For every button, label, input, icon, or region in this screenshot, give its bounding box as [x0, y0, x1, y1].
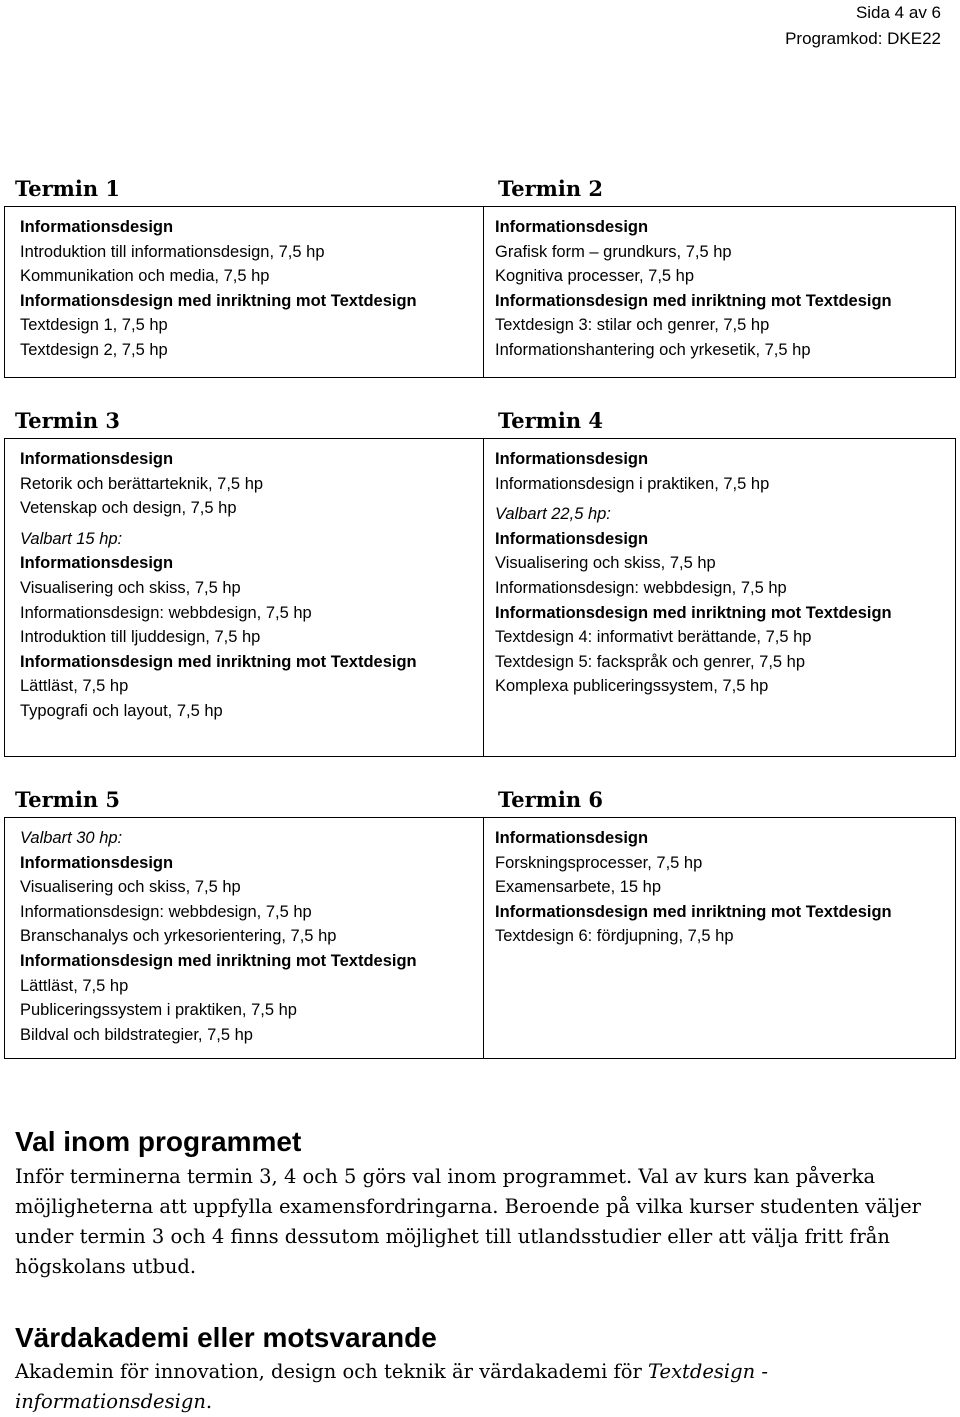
course-item: Lättläst, 7,5 hp	[20, 976, 129, 995]
course-item: Kognitiva processer, 7,5 hp	[495, 267, 695, 286]
course-item: Informationsdesign i praktiken, 7,5 hp	[495, 474, 770, 493]
term-3-heading: Termin 3	[15, 408, 121, 433]
course-item: Textdesign 6: fördjupning, 7,5 hp	[495, 927, 734, 946]
course-item: Publiceringssystem i praktiken, 7,5 hp	[20, 1001, 297, 1020]
program-group-heading: Informationsdesign	[495, 450, 649, 468]
section-vard-program-name: Textdesign - informationsdesign	[15, 1360, 768, 1413]
course-item: Textdesign 5: fackspråk och genrer, 7,5 hp	[495, 652, 806, 671]
course-item: Textdesign 1, 7,5 hp	[20, 316, 168, 335]
program-group-heading: Informationsdesign med inriktning mot Textdesign	[495, 291, 892, 310]
course-item: Bildval och bildstrategier, 7,5 hp	[20, 1025, 253, 1044]
course-item: Informationsdesign: webbdesign, 7,5 hp	[20, 902, 312, 921]
course-item: Branschanalys och yrkesorientering, 7,5 hp	[20, 927, 337, 946]
elective-label: Valbart 15 hp:	[20, 529, 123, 548]
term-2-heading: Termin 2	[498, 176, 604, 201]
page-number: Sida 4 av 6	[855, 3, 941, 22]
course-item: Visualisering och skiss, 7,5 hp	[20, 878, 241, 897]
program-code: Programkod: DKE22	[785, 29, 941, 48]
elective-label: Valbart 30 hp:	[20, 829, 123, 847]
section-vard-text-start: Akademin för innovation, design och teknik är värdakademi för	[15, 1360, 649, 1383]
section-vard-heading: Värdakademi eller motsvarande	[15, 1322, 437, 1353]
course-item: Visualisering och skiss, 7,5 hp	[20, 578, 241, 597]
term-1-2-table	[4, 206, 956, 378]
elective-label: Valbart 22,5 hp:	[495, 505, 611, 524]
term-4-heading: Termin 4	[498, 408, 604, 433]
term-3-4-table	[4, 438, 956, 757]
term-5-6-table	[4, 817, 956, 1059]
term-6-heading: Termin 6	[498, 787, 604, 812]
course-item: Retorik och berättarteknik, 7,5 hp	[20, 474, 264, 493]
course-item: Textdesign 3: stilar och genrer, 7,5 hp	[495, 316, 770, 335]
course-item: Kommunikation och media, 7,5 hp	[20, 267, 270, 286]
program-group-heading: Informationsdesign	[495, 218, 649, 236]
section-val-heading: Val inom programmet	[15, 1126, 302, 1157]
course-item: Introduktion till informationsdesign, 7,5 hp	[20, 242, 325, 261]
course-item: Introduktion till ljuddesign, 7,5 hp	[20, 628, 261, 647]
course-item: Textdesign 2, 7,5 hp	[20, 340, 168, 359]
course-item: Lättläst, 7,5 hp	[20, 677, 129, 696]
course-item: Textdesign 4: informativt berättande, 7,5 hp	[495, 628, 812, 647]
course-item: Examensarbete, 15 hp	[495, 878, 662, 897]
program-group-heading: Informationsdesign med inriktning mot Textdesign	[20, 652, 417, 671]
course-item: Vetenskap och design, 7,5 hp	[20, 499, 237, 518]
course-item: Visualisering och skiss, 7,5 hp	[495, 554, 716, 573]
term-3-courses	[5, 439, 484, 756]
program-group-heading: Informationsdesign med inriktning mot Textdesign	[20, 291, 417, 310]
section-vard-text-end: .	[205, 1390, 213, 1413]
section-val-text: Inför terminerna termin 3, 4 och 5 görs val inom programmet. Val av kurs kan påverka möjligheterna att uppfylla examensfordringarna. Beroende på vilka kurser studenten väljer under termin 3 och 4 finns dessutom möjlighet till utlandsstudier eller att välja fritt från högskolans utbud.	[15, 1165, 921, 1278]
course-item: Informationshantering och yrkesetik, 7,5 hp	[495, 340, 811, 359]
page-header	[785, 0, 941, 52]
course-item: Informationsdesign: webbdesign, 7,5 hp	[495, 578, 787, 597]
course-item: Forskningsprocesser, 7,5 hp	[495, 853, 703, 872]
term-5-heading: Termin 5	[15, 787, 121, 812]
program-group-heading: Informationsdesign med inriktning mot Textdesign	[495, 902, 892, 921]
program-group-heading: Informationsdesign	[20, 554, 174, 573]
program-group-heading: Informationsdesign med inriktning mot Textdesign	[495, 603, 892, 622]
course-item: Typografi och layout, 7,5 hp	[20, 701, 223, 720]
section-vard-text	[15, 1357, 945, 1417]
term-5-courses	[5, 818, 484, 1058]
program-group-heading: Informationsdesign med inriktning mot Textdesign	[20, 951, 417, 970]
term-6-courses	[484, 818, 955, 1058]
course-item: Grafisk form – grundkurs, 7,5 hp	[495, 242, 732, 261]
term-2-courses	[484, 207, 955, 377]
course-item: Informationsdesign: webbdesign, 7,5 hp	[20, 603, 312, 622]
program-group-heading: Informationsdesign	[495, 829, 649, 847]
course-item: Komplexa publiceringssystem, 7,5 hp	[495, 677, 769, 696]
program-group-heading: Informationsdesign	[495, 529, 649, 548]
program-group-heading: Informationsdesign	[20, 450, 174, 468]
term-1-courses	[5, 207, 484, 377]
term-4-courses	[484, 439, 955, 756]
term-1-heading: Termin 1	[15, 176, 121, 201]
program-group-heading: Informationsdesign	[20, 218, 174, 236]
program-group-heading: Informationsdesign	[20, 853, 174, 872]
